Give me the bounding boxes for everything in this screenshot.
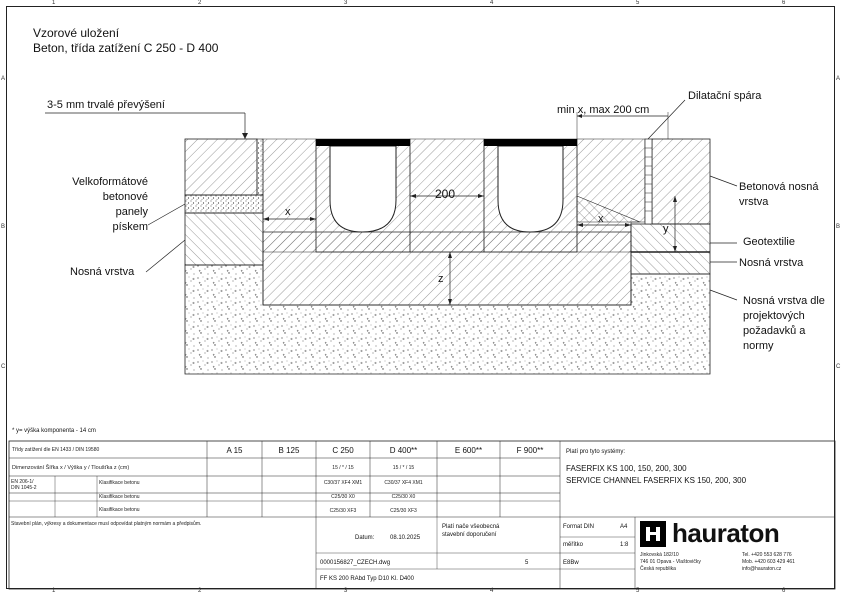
label-base-project-3: požadavků a (743, 325, 806, 337)
scale-label: měřítko (563, 542, 584, 548)
grid-bottom-4: 4 (490, 588, 494, 594)
contact-tel: Tel. +420 553 628 776 (742, 552, 792, 558)
label-base-project-2: projektových (743, 310, 805, 322)
dim-y: y (663, 223, 669, 235)
label-panels-4: pískem (112, 221, 148, 233)
drawing-title-line1: Vzorové uložení (33, 26, 120, 40)
row-concrete-label-c: Klasifikace betonu (99, 507, 140, 513)
grid-left-b: B (1, 224, 6, 230)
concrete-a-c250: C30/37 XF4 XM1 (323, 480, 363, 486)
grid-left-a: A (1, 76, 6, 82)
label-panels-2: betonové (102, 191, 148, 203)
footnote: * y= výška komponenta - 14 cm (12, 428, 96, 434)
concrete-b-c250: C25/30 X0 (331, 494, 355, 500)
label-concrete-right-2: vrstva (739, 196, 769, 208)
grid-top-3: 3 (344, 0, 348, 6)
system-1: FASERFIX KS 100, 150, 200, 300 (566, 464, 687, 473)
date-label: Datum: (355, 535, 375, 541)
system-2: SERVICE CHANNEL FASERFIX KS 150, 200, 300 (566, 476, 747, 485)
grid-bottom-1: 1 (52, 588, 56, 594)
grid-top-5: 5 (636, 0, 640, 6)
norm-label-b: DIN 1045-2 (11, 485, 37, 491)
label-panels-3: panely (115, 206, 148, 218)
dim-200: 200 (435, 187, 456, 201)
notes-text: Stavební plán, výkresy a dokumentace musí odpovídat platným normám a předpisům. (11, 521, 202, 527)
format-label: Format DIN (563, 524, 595, 530)
table-header-label: Třídy zatížení dle EN 1433 / DIN 19580 (12, 447, 100, 453)
label-geotextile: Geotextilie (743, 236, 795, 248)
grid-bottom-3: 3 (344, 588, 348, 594)
row-concrete-label-a: Klasifikace betonu (99, 480, 140, 486)
scale-value: 1:8 (620, 542, 629, 548)
grid-left-c: C (1, 364, 6, 370)
hauraton-logo: hauraton (672, 518, 780, 548)
grid-bottom-5: 5 (636, 588, 640, 594)
grid-top-1: 1 (52, 0, 56, 6)
grid-top-4: 4 (490, 0, 494, 6)
label-concrete-right-1: Betonová nosná (739, 181, 819, 193)
validity-1: Platí nače všeobecná (442, 524, 500, 530)
contact-email: info@hauraton.cz (742, 566, 782, 572)
grid-right-c: C (836, 364, 841, 370)
address-3: Česká republika (640, 566, 676, 572)
label-dilatation-joint: Dilatační spára (688, 90, 762, 102)
label-base-project-4: normy (743, 340, 774, 352)
grid-right-a: A (836, 76, 841, 82)
sheet-number: 5 (525, 560, 529, 566)
class-f900: F 900** (516, 446, 544, 455)
label-overhang: 3-5 mm trvalé převýšení (47, 99, 165, 111)
address-2: 746 01 Opava - Vlaštovičky (640, 559, 701, 565)
label-panels-1: Velkoformátové (72, 176, 148, 188)
ebbw-code: E8Bw (563, 560, 579, 566)
row-concrete-label-b: Klasifikace betonu (99, 494, 140, 500)
grid-right-b: B (836, 224, 841, 230)
dim-z: z (438, 273, 444, 285)
class-a15: A 15 (226, 446, 243, 455)
label-base-project-1: Nosná vrstva dle (743, 295, 825, 307)
concrete-b-d400: C25/30 X0 (391, 494, 416, 500)
class-e600: E 600** (454, 446, 483, 455)
concrete-c-d400: C25/30 XF3 (390, 508, 417, 514)
label-base-left: Nosná vrstva (70, 266, 135, 278)
class-d400: D 400** (389, 446, 418, 455)
contact-mob: Mob. +420 603 429 461 (742, 559, 795, 565)
grid-bottom-2: 2 (198, 588, 202, 594)
address-1: Jinkovská 182/10 (640, 552, 679, 558)
row-dimension-label: Dimenzování Šířka x / Výška y / Tloušťka z (cm) (12, 465, 130, 471)
drawing-title-line2: Beton, třída zatížení C 250 - D 400 (33, 41, 219, 55)
dim-x-left: x (285, 206, 291, 218)
grid-top-6: 6 (782, 0, 786, 6)
norm-label-a: EN 206-1/ (11, 479, 34, 485)
validity-2: stavební doporučení (442, 532, 497, 538)
concrete-a-d400: C30/37 XF4 XM1 (384, 480, 423, 486)
class-c250: C 250 (332, 446, 354, 455)
label-base-right: Nosná vrstva (739, 257, 804, 269)
dim-c250: 15 / * / 15 (332, 465, 354, 471)
file-id: 0000156827_CZECH.dwg (320, 560, 391, 566)
grid-top-2: 2 (198, 0, 202, 6)
class-b125: B 125 (278, 446, 300, 455)
concrete-c-c250: C25/30 XF3 (329, 508, 357, 514)
date-value: 08.10.2025 (390, 535, 421, 541)
dim-d400: 15 / * / 15 (392, 465, 415, 471)
format-value: A4 (620, 524, 628, 530)
drawing-number: FF KS 200 RAbd Typ D10 Kl. D400 (320, 576, 414, 582)
label-min-max: min x, max 200 cm (557, 104, 650, 116)
grid-bottom-6: 6 (782, 588, 786, 594)
systems-title: Platí pro tyto systémy: (566, 449, 626, 455)
dim-x-right: x (598, 213, 604, 225)
